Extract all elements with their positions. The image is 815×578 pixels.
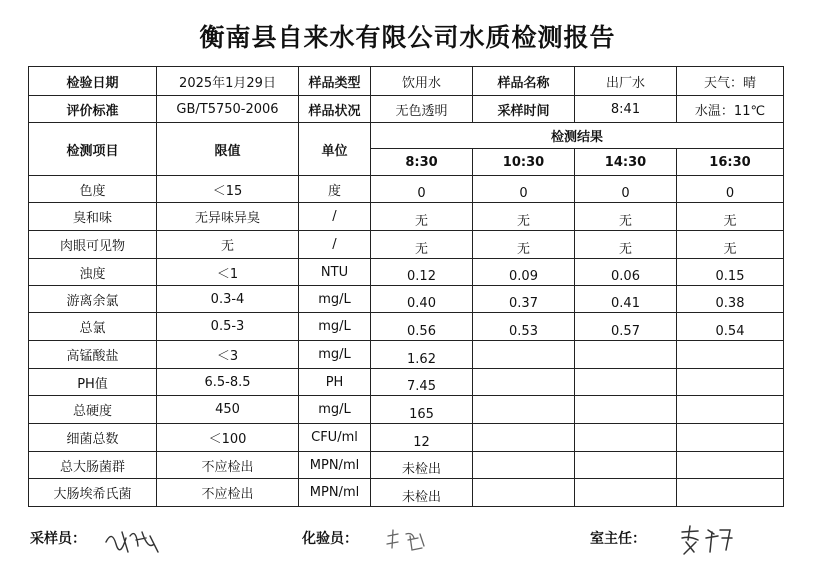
- value-cell: [575, 424, 677, 452]
- value-cell: [473, 341, 575, 369]
- table-row: [29, 452, 784, 479]
- water-quality-table: [28, 66, 784, 507]
- value-cell: [677, 479, 784, 507]
- table-row: [29, 286, 784, 313]
- value-cell: [473, 452, 575, 479]
- item-cell: 肉眼可见物: [29, 231, 157, 259]
- value-cell: 0: [677, 176, 784, 203]
- value-cell: 0.41: [575, 286, 677, 313]
- value-cell: [677, 424, 784, 452]
- value-cell: 0.38: [677, 286, 784, 313]
- item-cell: 高锰酸盐: [29, 341, 157, 369]
- value-cell: 0.54: [677, 313, 784, 341]
- value-cell: 12: [371, 424, 473, 452]
- value-cell: 未检出: [371, 479, 473, 507]
- item-cell: 大肠埃希氏菌: [29, 479, 157, 507]
- table-row: [29, 424, 784, 452]
- sample-type: 饮用水: [371, 67, 473, 96]
- unit-cell: mg/L: [299, 341, 371, 369]
- value-cell: 0: [473, 176, 575, 203]
- limit-cell: 不应检出: [157, 452, 299, 479]
- item-cell: 浊度: [29, 259, 157, 286]
- table-row: [29, 396, 784, 424]
- limit-cell: 无: [157, 231, 299, 259]
- unit-cell: MPN/ml: [299, 452, 371, 479]
- value-cell: 0.37: [473, 286, 575, 313]
- time-header: 8:30: [371, 149, 473, 176]
- sampling-time: 8:41: [575, 96, 677, 123]
- time-header: 14:30: [575, 149, 677, 176]
- time-header: 10:30: [473, 149, 575, 176]
- value-cell: 无: [677, 203, 784, 231]
- sampler-label: 采样员：: [30, 531, 86, 547]
- unit-cell: PH: [299, 369, 371, 396]
- item-cell: 臭和味: [29, 203, 157, 231]
- value-cell: [575, 341, 677, 369]
- value-cell: [677, 452, 784, 479]
- item-header: 检测项目: [29, 123, 157, 176]
- sample-name-label: 样品名称: [473, 67, 575, 96]
- item-cell: 总大肠菌群: [29, 452, 157, 479]
- table-row: [29, 479, 784, 507]
- value-cell: 0.12: [371, 259, 473, 286]
- unit-cell: NTU: [299, 259, 371, 286]
- limit-cell: ＜15: [157, 176, 299, 203]
- value-cell: 0: [575, 176, 677, 203]
- table-row: [29, 369, 784, 396]
- value-cell: [575, 369, 677, 396]
- value-cell: 0.57: [575, 313, 677, 341]
- item-cell: 游离余氯: [29, 286, 157, 313]
- value-cell: 0: [371, 176, 473, 203]
- table-row: [29, 176, 784, 203]
- value-cell: [473, 396, 575, 424]
- value-cell: 0.56: [371, 313, 473, 341]
- table-row: [29, 231, 784, 259]
- unit-header: 单位: [299, 123, 371, 176]
- tester-signature: [384, 522, 430, 558]
- unit-cell: 度: [299, 176, 371, 203]
- value-cell: 0.15: [677, 259, 784, 286]
- standard-label: 评价标准: [29, 96, 157, 123]
- table-row: [29, 313, 784, 341]
- limit-cell: 450: [157, 396, 299, 424]
- time-header: 16:30: [677, 149, 784, 176]
- sample-state-label: 样品状况: [299, 96, 371, 123]
- director-label: 室主任：: [590, 531, 646, 547]
- unit-cell: mg/L: [299, 286, 371, 313]
- report-title: 衡南县自来水有限公司水质检测报告: [199, 23, 616, 52]
- tester-label: 化验员：: [302, 531, 358, 547]
- sampling-time-label: 采样时间: [473, 96, 575, 123]
- limit-cell: ＜100: [157, 424, 299, 452]
- table-row: [29, 341, 784, 369]
- value-cell: [575, 396, 677, 424]
- value-cell: 无: [473, 203, 575, 231]
- limit-cell: 6.5-8.5: [157, 369, 299, 396]
- sampler-signature: [102, 522, 162, 558]
- value-cell: 无: [473, 231, 575, 259]
- result-rows: [29, 176, 784, 507]
- item-cell: 总氯: [29, 313, 157, 341]
- weather: 天气：晴: [677, 67, 784, 96]
- date-label: 检验日期: [29, 67, 157, 96]
- value-cell: 7.45: [371, 369, 473, 396]
- value-cell: 无: [371, 203, 473, 231]
- result-header: 检测结果: [371, 123, 784, 149]
- water-temperature: 水温：11℃: [677, 96, 784, 123]
- limit-cell: 不应检出: [157, 479, 299, 507]
- value-cell: [677, 369, 784, 396]
- item-cell: 色度: [29, 176, 157, 203]
- value-cell: 0.09: [473, 259, 575, 286]
- header-row-1: [29, 123, 784, 149]
- inspection-date: 2025年1月29日: [157, 67, 299, 96]
- limit-cell: 0.3-4: [157, 286, 299, 313]
- unit-cell: mg/L: [299, 396, 371, 424]
- value-cell: 0.53: [473, 313, 575, 341]
- limit-cell: ＜1: [157, 259, 299, 286]
- value-cell: [473, 424, 575, 452]
- value-cell: 无: [575, 231, 677, 259]
- value-cell: [575, 479, 677, 507]
- value-cell: [473, 369, 575, 396]
- value-cell: 0.06: [575, 259, 677, 286]
- item-cell: PH值: [29, 369, 157, 396]
- limit-header: 限值: [157, 123, 299, 176]
- value-cell: 0.40: [371, 286, 473, 313]
- sample-type-label: 样品类型: [299, 67, 371, 96]
- unit-cell: /: [299, 203, 371, 231]
- limit-cell: 无异味异臭: [157, 203, 299, 231]
- unit-cell: mg/L: [299, 313, 371, 341]
- info-row-1: [29, 67, 784, 96]
- director-signature: [676, 522, 736, 558]
- unit-cell: CFU/ml: [299, 424, 371, 452]
- value-cell: 无: [575, 203, 677, 231]
- item-cell: 总硬度: [29, 396, 157, 424]
- table-row: [29, 259, 784, 286]
- evaluation-standard: GB/T5750-2006: [157, 96, 299, 123]
- sample-state: 无色透明: [371, 96, 473, 123]
- value-cell: [677, 396, 784, 424]
- limit-cell: 0.5-3: [157, 313, 299, 341]
- signature-row: [0, 522, 815, 558]
- sample-name: 出厂水: [575, 67, 677, 96]
- value-cell: [575, 452, 677, 479]
- unit-cell: /: [299, 231, 371, 259]
- unit-cell: MPN/ml: [299, 479, 371, 507]
- value-cell: 无: [371, 231, 473, 259]
- item-cell: 细菌总数: [29, 424, 157, 452]
- value-cell: [677, 341, 784, 369]
- value-cell: 未检出: [371, 452, 473, 479]
- value-cell: 无: [677, 231, 784, 259]
- info-row-2: [29, 96, 784, 123]
- limit-cell: ＜3: [157, 341, 299, 369]
- value-cell: 1.62: [371, 341, 473, 369]
- table-row: [29, 203, 784, 231]
- value-cell: 165: [371, 396, 473, 424]
- value-cell: [473, 479, 575, 507]
